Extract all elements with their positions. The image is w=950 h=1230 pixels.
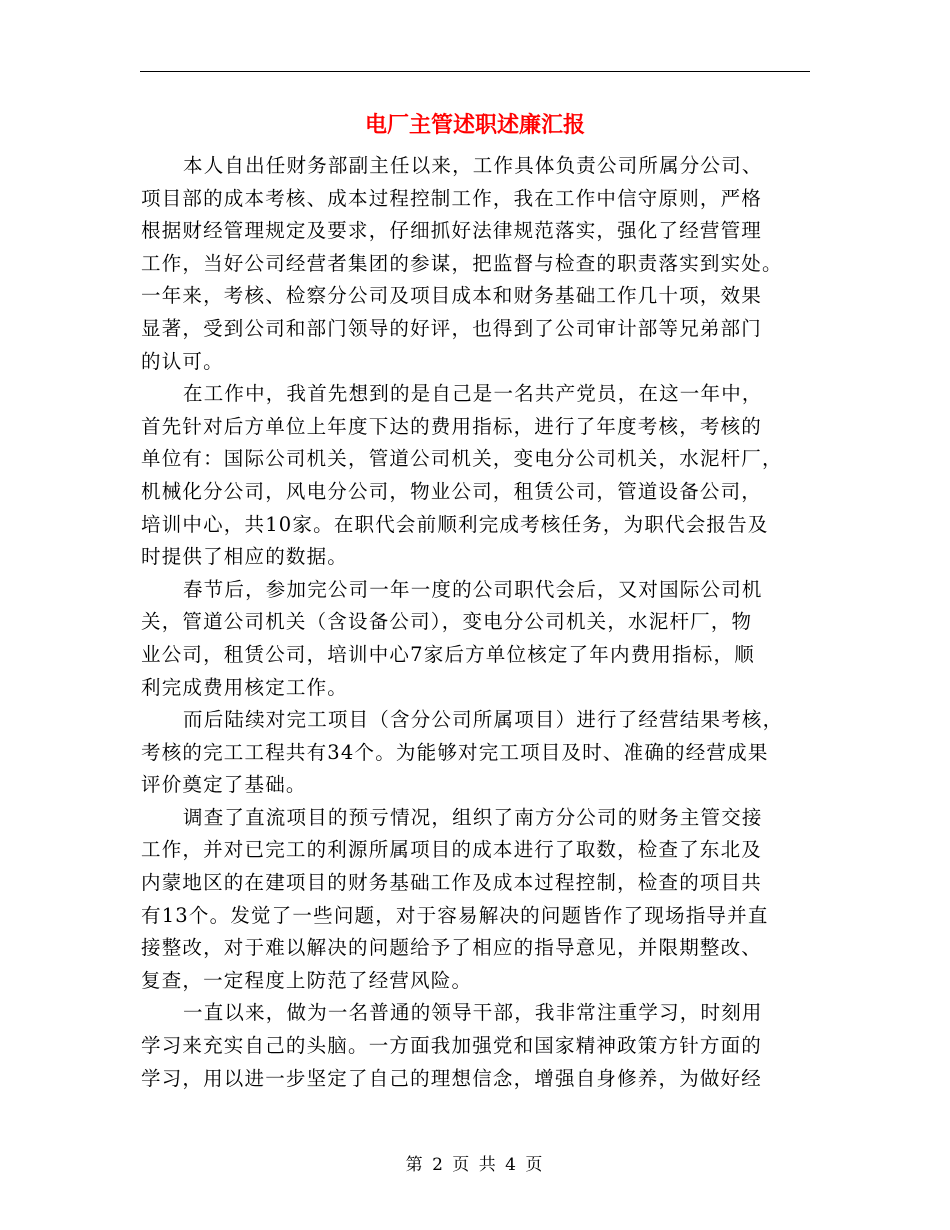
text-line: 而后陆续对完工项目（含分公司所属项目）进行了经营结果考核， — [183, 708, 784, 732]
text-line: 显著，受到公司和部门领导的好评，也得到了公司审计部等兄弟部门 — [141, 316, 763, 340]
paragraph-5 — [141, 802, 811, 998]
document-title: 电厂主管述职述廉汇报 — [364, 112, 585, 138]
text-line: 接整改，对于难以解决的问题给予了相应的指导意见，并限期整改、 — [141, 936, 763, 960]
text-line: 评价奠定了基础。 — [141, 773, 307, 797]
text-line: 调查了直流项目的预亏情况，组织了南方分公司的财务主管交接 — [183, 805, 763, 829]
paragraph-1 — [141, 150, 811, 378]
text-line: 学习来充实自己的头脑。一方面我加强党和国家精神政策方针方面的 — [141, 1034, 763, 1058]
text-line: 学习，用以进一步坚定了自己的理想信念，增强自身修养，为做好经 — [141, 1066, 763, 1090]
text-line: 一直以来，做为一名普通的领导干部，我非常注重学习，时刻用 — [183, 1001, 763, 1025]
text-line: 考核的完工工程共有34个。为能够对完工项目及时、准确的经营成果 — [141, 740, 769, 764]
page-footer: 第 2 页 共 4 页 — [405, 1155, 545, 1175]
paragraph-6 — [141, 997, 811, 1095]
text-line: 时提供了相应的数据。 — [141, 545, 349, 569]
paragraph-2 — [141, 378, 811, 574]
text-line: 一年来，考核、检察分公司及项目成本和财务基础工作几十项，效果 — [141, 284, 763, 308]
document-body — [141, 150, 811, 1095]
text-line: 工作，并对已完工的利源所属项目的成本进行了取数，检查了东北及 — [141, 838, 763, 862]
text-line: 复查，一定程度上防范了经营风险。 — [141, 968, 473, 992]
paragraph-3 — [141, 574, 811, 704]
paragraph-4 — [141, 704, 811, 802]
text-line: 本人自出任财务部副主任以来，工作具体负责公司所属分公司、 — [183, 154, 763, 177]
text-line: 根据财经管理规定及要求，仔细抓好法律规范落实，强化了经营管理 — [141, 219, 763, 243]
text-line: 培训中心，共10家。在职代会前顺利完成考核任务，为职代会报告及 — [141, 512, 769, 536]
text-line: 利完成费用核定工作。 — [141, 675, 349, 699]
text-line: 单位有：国际公司机关，管道公司机关，变电分公司机关，水泥杆厂， — [141, 447, 783, 471]
text-line: 首先针对后方单位上年度下达的费用指标，进行了年度考核，考核的 — [141, 414, 763, 438]
text-line: 在工作中，我首先想到的是自己是一名共产党员，在这一年中， — [183, 382, 763, 406]
text-line: 的认可。 — [141, 349, 224, 373]
text-line: 工作，当好公司经营者集团的参谋，把监督与检查的职责落实到实处。 — [141, 251, 783, 275]
text-line: 业公司，租赁公司，培训中心7家后方单位核定了年内费用指标，顺 — [141, 642, 755, 666]
text-line: 有13个。发觉了一些问题，对于容易解决的问题皆作了现场指导并直 — [141, 903, 769, 927]
header-rule — [140, 71, 810, 72]
text-line: 项目部的成本考核、成本过程控制工作，我在工作中信守原则，严格 — [141, 186, 763, 210]
text-line: 关，管道公司机关（含设备公司），变电分公司机关，水泥杆厂，物 — [141, 610, 753, 634]
text-line: 春节后，参加完公司一年一度的公司职代会后，又对国际公司机 — [183, 577, 763, 601]
text-line: 内蒙地区的在建项目的财务基础工作及成本过程控制，检查的项目共 — [141, 871, 763, 895]
text-line: 机械化分公司，风电分公司，物业公司，租赁公司，管道设备公司， — [141, 479, 763, 503]
